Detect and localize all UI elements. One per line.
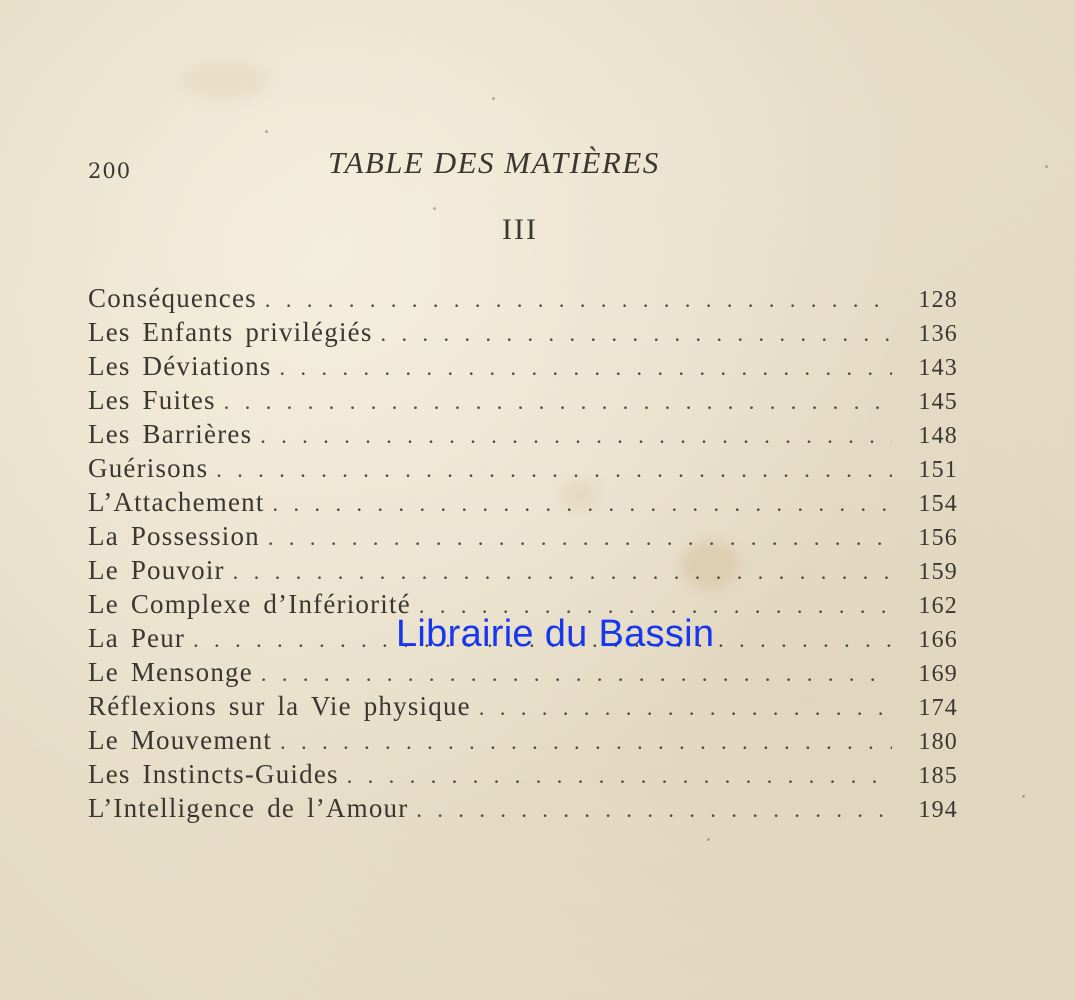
toc-entry-title: La Peur bbox=[88, 623, 186, 653]
toc-entry-page: 169 bbox=[918, 661, 958, 687]
toc-entry-title: Conséquences bbox=[88, 283, 257, 313]
toc-entry-page: 151 bbox=[918, 457, 958, 483]
dot-leader bbox=[479, 695, 892, 721]
dot-leader bbox=[224, 389, 892, 415]
dot-leader bbox=[265, 287, 892, 313]
toc-entry-page: 194 bbox=[918, 797, 958, 823]
dot-leader bbox=[381, 321, 892, 347]
toc-entry-title: Le Mensonge bbox=[88, 657, 253, 687]
toc-entry-page: 174 bbox=[918, 695, 958, 721]
dot-leader bbox=[268, 525, 892, 551]
toc-entry bbox=[88, 419, 958, 453]
paper-stain bbox=[180, 60, 270, 100]
toc-entry bbox=[88, 555, 958, 589]
page-header bbox=[88, 145, 728, 185]
toc-entry bbox=[88, 759, 958, 793]
toc-entry bbox=[88, 657, 958, 691]
toc-entry-title: Guérisons bbox=[88, 453, 209, 483]
section-heading: III bbox=[502, 213, 538, 246]
toc-entry bbox=[88, 351, 958, 385]
toc-entry-title: Le Mouvement bbox=[88, 725, 273, 755]
toc-entry-page: 156 bbox=[918, 525, 958, 551]
toc-entry-page: 128 bbox=[918, 287, 958, 313]
dot-leader bbox=[416, 797, 892, 823]
toc-entry-title: Le Pouvoir bbox=[88, 555, 225, 585]
paper-speck bbox=[265, 130, 268, 133]
dot-leader bbox=[280, 355, 892, 381]
paper-speck bbox=[1022, 795, 1025, 798]
paper-speck bbox=[433, 207, 436, 210]
paper-speck bbox=[707, 838, 710, 841]
toc-entry-page: 148 bbox=[918, 423, 958, 449]
toc-entry bbox=[88, 521, 958, 555]
paper-speck bbox=[492, 97, 495, 100]
toc-entry bbox=[88, 453, 958, 487]
dot-leader bbox=[233, 559, 892, 585]
toc-entry-title: L’Intelligence de l’Amour bbox=[88, 793, 409, 823]
dot-leader bbox=[273, 491, 892, 517]
toc-entry-title: L’Attachement bbox=[88, 487, 265, 517]
dot-leader bbox=[216, 457, 892, 483]
toc-entry bbox=[88, 793, 958, 827]
toc-entry-title: Le Complexe d’Infériorité bbox=[88, 589, 411, 619]
toc-entry-page: 154 bbox=[918, 491, 958, 517]
dot-leader bbox=[347, 763, 892, 789]
running-title: TABLE DES MATIÈRES bbox=[328, 145, 660, 180]
toc-entry bbox=[88, 317, 958, 351]
toc-entry-title: Les Déviations bbox=[88, 351, 272, 381]
toc-entry-title: La Possession bbox=[88, 521, 260, 551]
toc-entry-title: Les Barrières bbox=[88, 419, 253, 449]
toc-entry bbox=[88, 725, 958, 759]
toc-entry-page: 180 bbox=[918, 729, 958, 755]
toc-entry bbox=[88, 487, 958, 521]
toc-entry bbox=[88, 691, 958, 725]
toc-entry-page: 162 bbox=[918, 593, 958, 619]
toc-entry-page: 136 bbox=[918, 321, 958, 347]
dot-leader bbox=[280, 729, 892, 755]
toc-entry bbox=[88, 283, 958, 317]
toc-entry-title: Les Enfants privilégiés bbox=[88, 317, 373, 347]
page-number: 200 bbox=[88, 159, 132, 183]
dot-leader bbox=[261, 661, 892, 687]
toc-entry-page: 143 bbox=[918, 355, 958, 381]
toc-entry-page: 166 bbox=[918, 627, 958, 653]
toc-entry bbox=[88, 385, 958, 419]
toc-entry-title: Les Instincts-Guides bbox=[88, 759, 339, 789]
table-of-contents bbox=[88, 283, 958, 827]
toc-entry-title: Réflexions sur la Vie physique bbox=[88, 691, 471, 721]
paper-speck bbox=[1045, 165, 1048, 168]
dot-leader bbox=[260, 423, 892, 449]
toc-entry-page: 185 bbox=[918, 763, 958, 789]
watermark: Librairie du Bassin bbox=[396, 613, 715, 655]
toc-entry-page: 145 bbox=[918, 389, 958, 415]
toc-entry-title: Les Fuites bbox=[88, 385, 216, 415]
toc-entry-page: 159 bbox=[918, 559, 958, 585]
